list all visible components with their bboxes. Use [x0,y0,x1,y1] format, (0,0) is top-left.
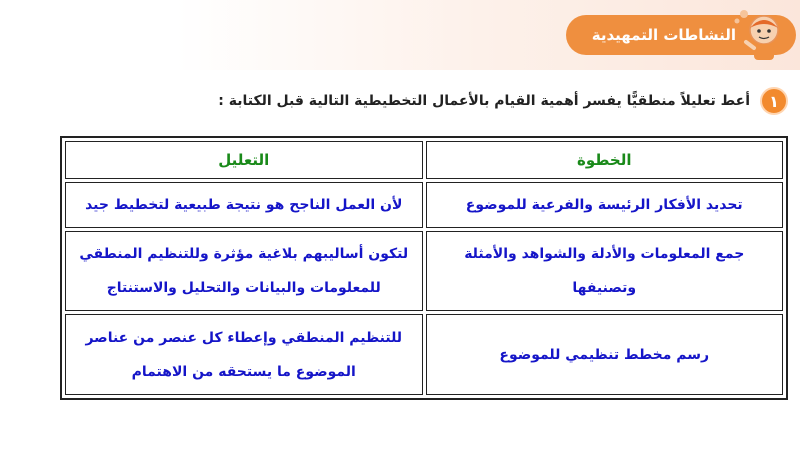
thinking-character-icon [724,6,794,62]
step-cell: رسم مخطط تنظيمي للموضوع [426,314,784,395]
reason-cell: للتنظيم المنطقي وإعطاء كل عنصر من عناصر الموضوع ما يستحقه من الاهتمام [65,314,423,395]
section-title: النشاطات التمهيدية [591,26,736,44]
step-cell: جمع المعلومات والأدلة والشواهد والأمثلة وتصنيفها [426,231,784,312]
table-row [65,231,783,312]
reason-cell: لأن العمل الناجح هو نتيجة طبيعية لتخطيط جيد [65,182,423,228]
instruction-row [60,86,788,116]
header-step: الخطوة [426,141,784,179]
step-number-badge: ١ [760,87,788,115]
step-cell: تحديد الأفكار الرئيسة والفرعية للموضوع [426,182,784,228]
header-reason: التعليل [65,141,423,179]
reason-cell: لتكون أساليبهم بلاغية مؤثرة وللتنظيم المنطقي للمعلومات والبيانات والتحليل والاستنتاج [65,231,423,312]
planning-table [60,136,788,400]
table-row [65,314,783,395]
table-row [65,182,783,228]
table-header-row [65,141,783,179]
instruction-text: أعط تعليلاً منطقيًّا يفسر أهمية القيام بالأعمال التخطيطية التالية قبل الكتابة : [218,93,750,109]
